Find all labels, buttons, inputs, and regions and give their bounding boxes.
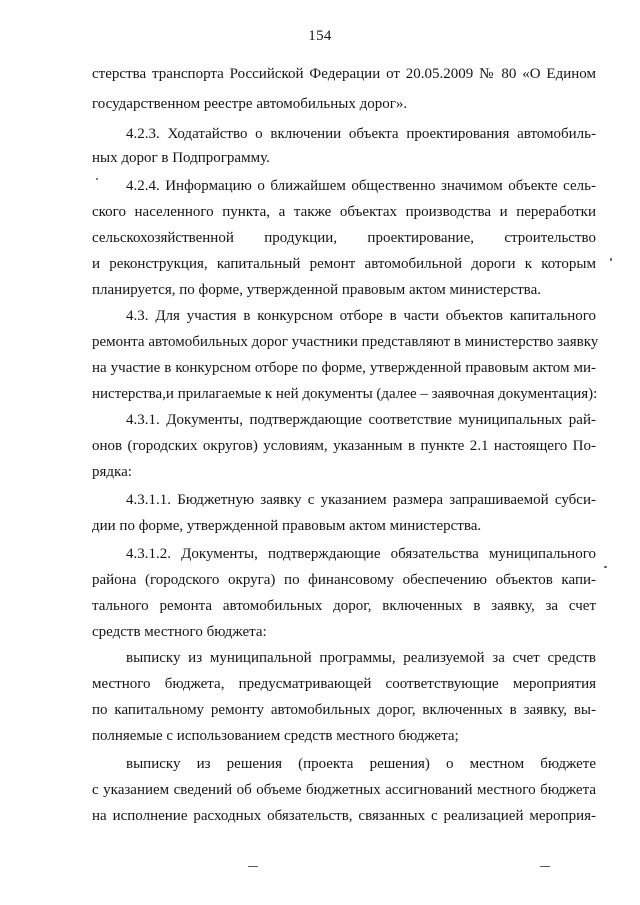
text-line: 4.3.1.2. Документы, подтверждающие обязательства муниципального: [126, 546, 596, 562]
text-line: тального ремонта автомобильных дорог, включенных в заявку, за счет: [92, 598, 596, 614]
text-line: рядка:: [92, 464, 132, 480]
text-line: 4.3. Для участия в конкурсном отборе в части объектов капитального: [126, 308, 596, 324]
text-line: ского населенного пункта, а также объектах производства и переработки: [92, 204, 596, 220]
page-number: 154: [308, 28, 332, 44]
text-line: полняемые с использованием средств местного бюджета;: [92, 728, 459, 744]
text-line: 4.2.4. Информацию о ближайшем общественно значимом объекте сель-: [126, 178, 596, 194]
text-line: нистерства,и прилагаемые к ней документы (далее – заявочная документация):: [92, 386, 598, 402]
text-line: онов (городских округов) условиям, указанным в пункте 2.1 настоящего По-: [92, 438, 596, 454]
text-line: выписку из решения (проекта решения) о местном бюджете: [126, 756, 596, 772]
text-line: с указанием сведений об объеме бюджетных ассигнований местного бюджета: [92, 782, 596, 798]
text-line: выписку из муниципальной программы, реализуемой за счет средств: [126, 650, 596, 666]
text-line: района (городского округа) по финансовому обеспечению объектов капи-: [92, 572, 596, 588]
text-line: на исполнение расходных обязательств, связанных с реализацией мероприя-: [92, 808, 596, 824]
text-line: планируется, по форме, утвержденной правовым актом министерства.: [92, 282, 541, 298]
text-line: стерства транспорта Российской Федерации от 20.05.2009 № 80 «О Едином: [92, 66, 596, 82]
text-line: ных дорог в Подпрограмму.: [92, 150, 270, 166]
text-line: 4.3.1.1. Бюджетную заявку с указанием размера запрашиваемой субси-: [126, 492, 596, 508]
text-line: ремонта автомобильных дорог участники представляют в министерство заявку: [92, 334, 599, 350]
text-line: по капитальному ремонту автомобильных дорог, включенных в заявку, вы-: [92, 702, 596, 718]
text-line: 4.3.1. Документы, подтверждающие соответствие муниципальных рай-: [126, 412, 596, 428]
text-line: и реконструкция, капитальный ремонт автомобильной дороги к которым: [92, 256, 596, 272]
text-line: местного бюджета, предусматривающей соответствующие мероприятия: [92, 676, 596, 692]
text-line: сельскохозяйственной продукции, проектирование, строительство: [92, 230, 596, 246]
text-line: государственном реестре автомобильных дорог».: [92, 96, 408, 112]
text-line: дии по форме, утвержденной правовым актом министерства.: [92, 518, 482, 534]
text-line: на участие в конкурсном отборе по форме, утвержденной правовым актом ми-: [92, 360, 596, 376]
text-line: 4.2.3. Ходатайство о включении объекта проектирования автомобиль-: [126, 126, 596, 142]
text-line: средств местного бюджета:: [92, 624, 267, 640]
